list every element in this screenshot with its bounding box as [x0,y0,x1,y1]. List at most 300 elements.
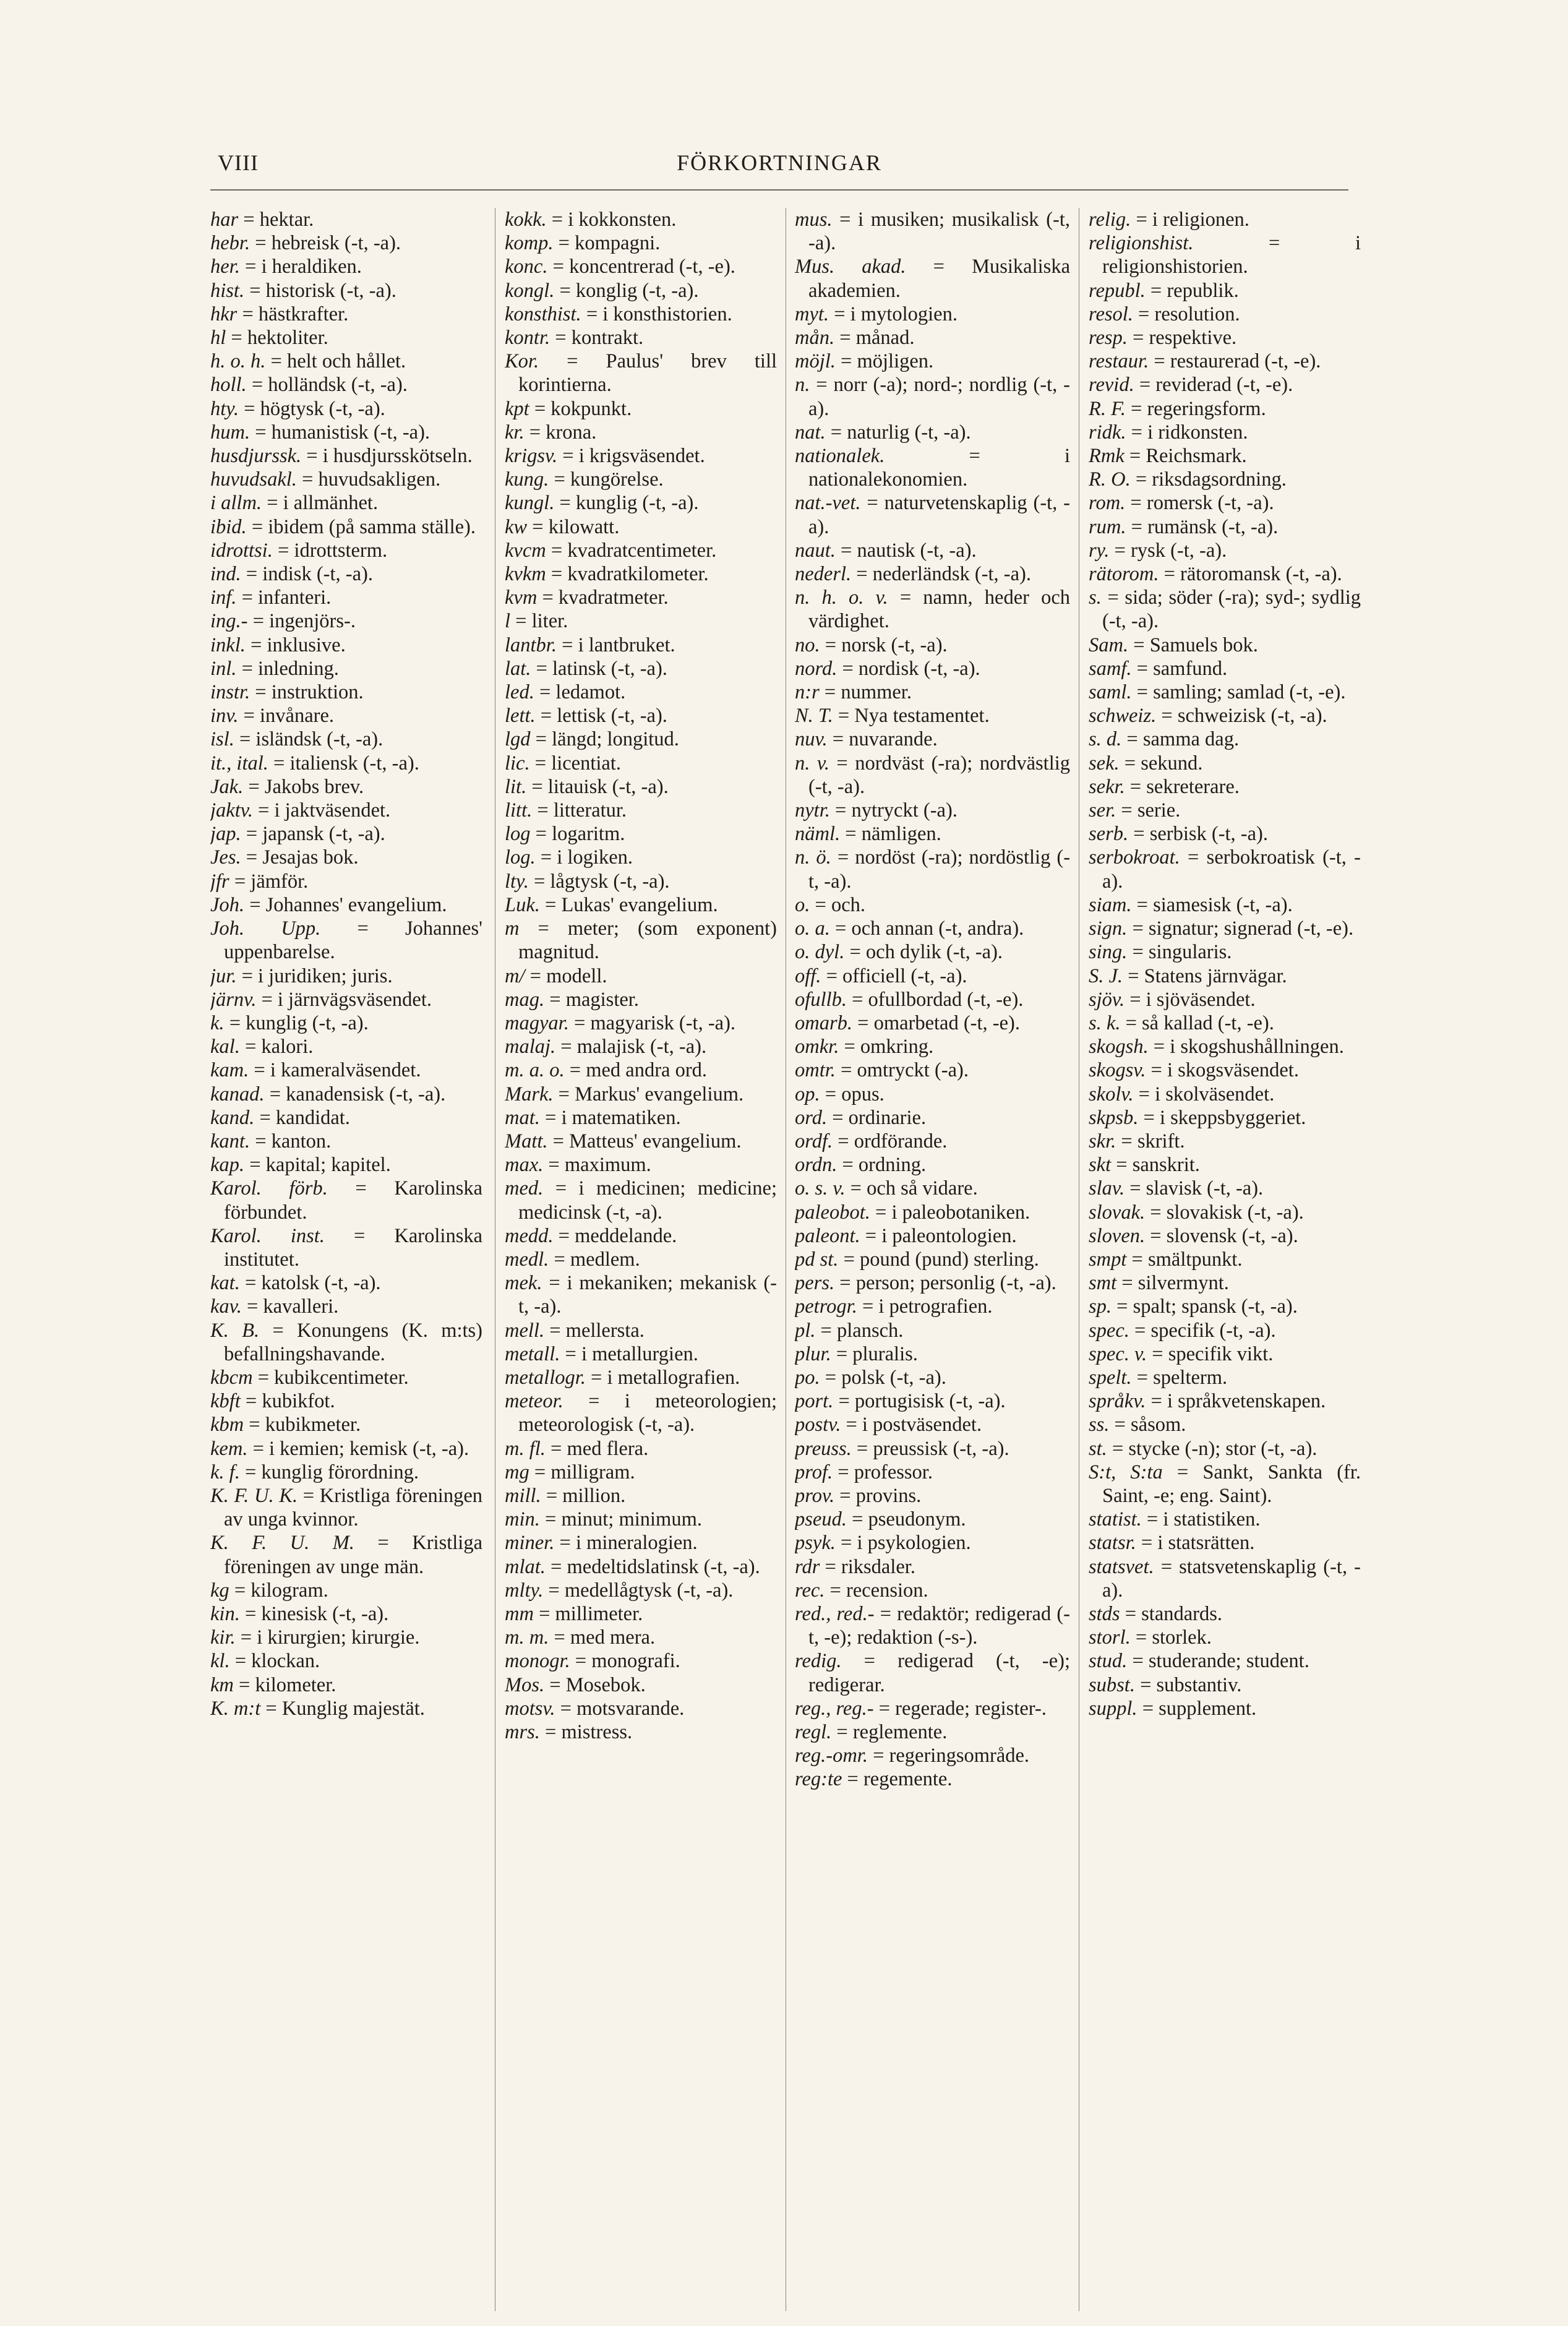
abbreviation-definition: = million. [546,1484,626,1507]
abbreviation-entry [505,1697,777,1720]
abbreviation-term: magyar. [505,1011,569,1034]
abbreviation-term: medd. [505,1224,554,1247]
abbreviation-entry [795,1697,1070,1720]
abbreviation-entry [1089,491,1361,515]
abbreviation-term: s. k. [1089,1011,1121,1034]
abbreviation-entry [505,1035,777,1058]
abbreviation-term: reg., reg.- [795,1697,874,1720]
abbreviation-term: inl. [210,657,237,680]
abbreviation-term: revid. [1089,374,1134,397]
abbreviation-entry [1089,775,1361,799]
abbreviation-term: ordf. [795,1130,833,1152]
abbreviation-entry [210,1295,482,1318]
abbreviation-term: näml. [795,823,841,846]
abbreviation-definition: = medeltidslatinsk (-t, -a). [551,1555,760,1578]
abbreviation-entry [505,1649,777,1673]
abbreviation-term: Luk. [505,893,540,916]
abbreviation-definition: = klockan. [234,1650,320,1673]
abbreviation-definition: = instruktion. [255,681,364,704]
abbreviation-definition: = Karolinska institutet. [224,1224,482,1271]
abbreviation-definition: = kubikmeter. [249,1414,361,1436]
abbreviation-entry [210,988,482,1011]
abbreviation-entry [505,562,777,586]
abbreviation-definition: = serbokroatisk (-t, -a). [1102,846,1361,893]
abbreviation-definition: = i sjöväsendet. [1129,988,1256,1011]
abbreviation-definition: = Lukas' evangelium. [545,893,718,916]
abbreviation-term: smt [1089,1272,1117,1295]
abbreviation-term: mm [505,1602,534,1625]
abbreviation-term: kbcm [210,1366,253,1389]
abbreviation-entry [210,491,482,515]
abbreviation-entry [505,1389,777,1436]
abbreviation-term: kongl. [505,279,555,302]
abbreviation-definition: = reglemente. [836,1721,948,1743]
abbreviation-term: hl [210,327,226,350]
abbreviation-definition: = månad. [839,327,915,350]
abbreviation-definition: = mellersta. [549,1319,645,1342]
abbreviation-definition: = kanton. [255,1130,332,1152]
abbreviation-term: relig. [1089,208,1131,231]
abbreviation-definition: = Matteus' evangelium. [552,1130,742,1152]
abbreviation-definition: = Konungens (K. m:ts) befallningshavande. [224,1319,482,1365]
abbreviation-term: motsv. [505,1697,555,1720]
abbreviation-definition: = ordförande. [838,1130,948,1152]
abbreviation-entry [1089,468,1361,491]
abbreviation-definition: = i religionen. [1136,208,1249,231]
abbreviation-definition: = krona. [529,421,597,444]
abbreviation-term: m. a. o. [505,1059,565,1082]
abbreviation-definition: = inklusive. [250,633,346,656]
abbreviation-entry [1089,1461,1361,1508]
abbreviation-term: po. [795,1366,820,1389]
abbreviation-entry [1089,397,1361,421]
abbreviation-term: reg.-omr. [795,1745,868,1767]
abbreviation-term: komp. [505,232,554,255]
page-number: VIII [218,150,259,175]
abbreviation-entry [210,822,482,846]
abbreviation-definition: = i lantbruket. [562,633,675,656]
abbreviation-definition: = i mineralogien. [559,1532,698,1555]
abbreviation-definition: = substantiv. [1140,1673,1242,1696]
abbreviation-entry [1089,893,1361,917]
abbreviation-entry [210,1177,482,1224]
abbreviation-entry [1089,539,1361,562]
abbreviation-entry [505,752,777,775]
abbreviation-entry [505,421,777,444]
abbreviation-term: it., ital. [210,752,268,775]
abbreviation-definition: = kvadratkilometer. [551,563,709,586]
abbreviation-entry [505,1437,777,1461]
abbreviation-entry [210,208,482,231]
abbreviation-term: hkr [210,303,238,325]
abbreviation-definition: = Reichsmark. [1129,445,1247,468]
abbreviation-term: kl. [210,1650,230,1673]
abbreviation-definition: = mistress. [545,1721,633,1743]
abbreviation-entry [210,350,482,373]
abbreviation-definition: = Sankt, Sankta (fr. Saint, -e; eng. Saint). [1102,1461,1361,1507]
abbreviation-definition: = sida; söder (-ra); syd-; sydlig (-t, -a). [1102,586,1361,633]
abbreviation-term: kg [210,1579,229,1602]
abbreviation-definition: = modell. [529,964,607,987]
abbreviation-term: n. ö. [795,846,831,869]
abbreviation-definition: = recension. [829,1579,928,1602]
abbreviation-term: op. [795,1083,820,1105]
abbreviation-term: mus. [795,208,833,231]
abbreviation-term: monogr. [505,1650,570,1673]
abbreviation-definition: = holländsk (-t, -a). [251,374,408,397]
abbreviation-definition: = i mytologien. [834,303,958,325]
abbreviation-entry [1089,727,1361,751]
abbreviation-term: ridk. [1089,421,1126,444]
page-title: FÖRKORTNINGAR [677,150,882,175]
abbreviation-definition: = i kokkonsten. [551,208,677,231]
abbreviation-definition: = medlem. [554,1248,640,1271]
abbreviation-entry [210,1461,482,1484]
abbreviation-entry [210,1083,482,1106]
abbreviation-definition: = i allmänhet. [267,492,379,515]
abbreviation-term: krigsv. [505,445,558,468]
abbreviation-entry [795,1508,1070,1531]
abbreviation-term: storl. [1089,1626,1131,1649]
abbreviation-entry [1089,1413,1361,1436]
abbreviation-term: jfr [210,870,229,893]
abbreviation-entry [795,1555,1070,1579]
abbreviation-term: inv. [210,705,239,727]
abbreviation-definition: = helt och hållet. [270,350,406,373]
abbreviation-definition: = med andra ord. [569,1059,708,1082]
abbreviation-term: resp. [1089,327,1128,350]
abbreviation-definition: = serbisk (-t, -a). [1133,823,1269,846]
abbreviation-definition: = slovensk (-t, -a). [1150,1224,1298,1247]
abbreviation-definition: = preussisk (-t, -a). [856,1437,1009,1460]
abbreviation-term: kam. [210,1059,249,1082]
abbreviation-entry [210,397,482,421]
abbreviation-definition: = och. [815,893,866,916]
abbreviation-definition: = i kemien; kemisk (-t, -a). [252,1437,469,1460]
abbreviation-definition: = humanistisk (-t, -a). [255,421,431,444]
abbreviation-entry [210,1366,482,1389]
abbreviation-term: m. fl. [505,1437,546,1460]
abbreviation-definition: = schweizisk (-t, -a). [1161,705,1327,727]
abbreviation-entry [505,539,777,562]
abbreviation-definition: = såsom. [1114,1414,1186,1436]
abbreviation-term: n. [795,374,810,397]
abbreviation-entry [210,562,482,586]
abbreviation-entry [795,940,1070,964]
abbreviation-term: ofullb. [795,988,847,1011]
abbreviation-entry [210,1437,482,1461]
abbreviation-definition: = skrift. [1121,1130,1185,1152]
abbreviation-entry [505,1461,777,1484]
abbreviation-definition: = silvermynt. [1121,1272,1229,1295]
abbreviation-definition: = i medicinen; medicine; medicinsk (-t, -a). [518,1177,777,1224]
abbreviation-definition: = ofullbordad (-t, -e). [852,988,1024,1011]
abbreviation-definition: = kapital; kapitel. [249,1154,391,1177]
abbreviation-term: s. [1089,586,1102,609]
abbreviation-term: paleobot. [795,1201,870,1224]
abbreviation-term: kokk. [505,208,547,231]
abbreviation-entry [210,1602,482,1626]
abbreviation-definition: = pseudonym. [852,1508,966,1531]
abbreviation-definition: = omarbetad (-t, -e). [857,1011,1020,1034]
abbreviation-entry [505,397,777,421]
abbreviation-entry [210,1531,482,1578]
abbreviation-entry [505,704,777,727]
abbreviation-definition: = katolsk (-t, -a). [244,1272,381,1295]
abbreviation-term: stud. [1089,1650,1128,1673]
abbreviation-entry [1089,562,1361,586]
abbreviation-term: pl. [795,1319,816,1342]
abbreviation-term: Rmk [1089,445,1125,468]
abbreviation-entry [795,822,1070,846]
abbreviation-definition: = i religionshistorien. [1102,232,1361,278]
abbreviation-definition: = Nya testamentet. [838,705,990,727]
column-2 [505,208,777,2311]
abbreviation-term: nytr. [795,799,830,822]
abbreviation-definition: = i mekaniken; mekanisk (-t, -a). [518,1272,777,1318]
abbreviation-definition: = malajisk (-t, -a). [560,1036,707,1058]
abbreviation-entry [1089,1437,1361,1461]
abbreviation-entry [505,1153,777,1177]
abbreviation-term: nationalek. [795,445,885,468]
abbreviation-definition: = pound (pund) sterling. [843,1248,1039,1271]
abbreviation-entry [505,1083,777,1106]
abbreviation-term: nuv. [795,728,828,751]
abbreviation-entry [505,727,777,751]
abbreviation-term: port. [795,1390,834,1413]
abbreviation-definition: = meddelande. [558,1224,677,1247]
abbreviation-entry [210,373,482,397]
abbreviation-definition: = lettisk (-t, -a). [540,705,667,727]
abbreviation-entry [1089,515,1361,539]
abbreviation-term: kvm [505,586,538,609]
abbreviation-term: myt. [795,303,829,325]
abbreviation-entry [795,657,1070,680]
abbreviation-entry [795,1271,1070,1295]
abbreviation-entry [795,1531,1070,1555]
abbreviation-term: lett. [505,705,536,727]
abbreviation-definition: = millimeter. [539,1602,643,1625]
abbreviation-term: K. m:t [210,1697,261,1720]
abbreviation-entry [795,1011,1070,1035]
abbreviation-entry [505,1130,777,1153]
abbreviation-definition: = republik. [1150,279,1239,302]
abbreviation-term: kontr. [505,327,551,350]
abbreviation-definition: = serie. [1121,799,1181,822]
abbreviation-entry [210,1626,482,1649]
abbreviation-definition: = ibidem (på samma ställe). [251,515,476,538]
abbreviation-entry [795,704,1070,727]
abbreviation-definition: = kubikcentimeter. [257,1366,409,1389]
abbreviation-definition: = i heraldiken. [244,255,362,278]
abbreviation-term: skt [1089,1154,1112,1177]
abbreviation-definition: = i musiken; musikalisk (-t, -a). [808,208,1070,255]
abbreviation-term: spec. v. [1089,1342,1147,1365]
abbreviation-term: o. dyl. [795,941,845,964]
abbreviation-definition: = kunglig (-t, -a). [559,492,699,515]
abbreviation-entry [795,444,1070,491]
abbreviation-entry [505,279,777,303]
abbreviation-definition: = standards. [1125,1602,1223,1625]
abbreviation-entry [1089,1224,1361,1248]
abbreviation-term: skpsb. [1089,1106,1139,1129]
abbreviation-term: spec. [1089,1319,1129,1342]
abbreviation-definition: = supplement. [1142,1697,1257,1720]
abbreviation-definition: = nordisk (-t, -a). [842,657,980,680]
abbreviation-entry [1089,1508,1361,1531]
abbreviation-entry [210,444,482,468]
abbreviation-entry [505,1248,777,1271]
abbreviation-definition: = indisk (-t, -a). [246,563,373,586]
abbreviation-entry [210,609,482,633]
abbreviation-definition: = sekreterare. [1129,775,1240,798]
abbreviation-term: mrs. [505,1721,540,1743]
abbreviation-entry [795,208,1070,255]
abbreviation-term: Mark. [505,1083,554,1105]
abbreviation-entry [210,1106,482,1130]
abbreviation-entry [505,657,777,680]
abbreviation-term: kant. [210,1130,251,1152]
abbreviation-definition: = singularis. [1132,941,1232,964]
abbreviation-definition: = i matematiken. [545,1106,681,1129]
abbreviation-entry [210,893,482,917]
abbreviation-term: lty. [505,870,529,893]
abbreviation-definition: = i nationalekonomien. [808,445,1070,491]
abbreviation-term: statsr. [1089,1532,1136,1555]
abbreviation-term: S:t, S:ta [1089,1461,1163,1483]
abbreviation-term: K. F. U. K. [210,1484,298,1507]
abbreviation-term: preuss. [795,1437,852,1460]
abbreviation-definition: = restaurerad (-t, -e). [1154,350,1321,373]
abbreviation-entry [1089,1083,1361,1106]
abbreviation-term: kir. [210,1626,236,1649]
abbreviation-definition: = italiensk (-t, -a). [273,752,419,775]
abbreviation-entry [210,586,482,609]
abbreviation-definition: = milligram. [534,1461,635,1483]
abbreviation-term: hty. [210,397,239,420]
abbreviation-definition: = studerande; student. [1132,1650,1309,1673]
abbreviation-entry [1089,1035,1361,1058]
abbreviation-term: o. a. [795,917,830,940]
abbreviation-term: mån. [795,327,835,350]
abbreviation-definition: = kinesisk (-t, -a). [244,1602,389,1625]
abbreviation-term: K. F. U. M. [210,1532,354,1555]
abbreviation-term: kav. [210,1295,242,1318]
abbreviation-term: ss. [1089,1414,1110,1436]
abbreviation-entry [795,752,1070,799]
abbreviation-term: medl. [505,1248,549,1271]
abbreviation-definition: = namn, heder och värdighet. [808,586,1070,633]
abbreviation-entry [210,255,482,278]
abbreviation-term: ing.- [210,610,248,633]
abbreviation-definition: = nordväst (-ra); nordvästlig (-t, -a). [808,752,1070,798]
abbreviation-definition: = i paleontologien. [865,1224,1017,1247]
abbreviation-term: rom. [1089,492,1126,515]
page-header [210,150,1348,187]
abbreviation-definition: = norsk (-t, -a). [825,633,948,656]
abbreviation-entry [795,799,1070,822]
abbreviation-entry [1089,421,1361,444]
abbreviation-term: kung. [505,468,549,491]
abbreviation-term: statsvet. [1089,1555,1154,1578]
abbreviation-term: kpt [505,397,529,420]
abbreviation-term: Sam. [1089,633,1129,656]
abbreviation-entry [210,1649,482,1673]
abbreviation-term: mlty. [505,1579,544,1602]
abbreviation-definition: = spalt; spansk (-t, -a). [1116,1295,1298,1318]
abbreviation-definition: = ledamot. [539,681,626,704]
abbreviation-definition: = hebreisk (-t, -a). [255,232,401,255]
abbreviation-definition: = hästkrafter. [242,303,349,325]
abbreviation-definition: = statsvetenskaplig (-t, -a). [1102,1555,1361,1602]
abbreviation-term: sjöv. [1089,988,1125,1011]
abbreviation-definition: = och annan (-t, andra). [835,917,1024,940]
abbreviation-term: hum. [210,421,251,444]
column-4 [1089,208,1361,2311]
abbreviation-definition: = Jesajas bok. [246,846,359,869]
abbreviation-term: instr. [210,681,251,704]
abbreviation-term: jap. [210,823,241,846]
abbreviation-definition: = Statens järnvägar. [1128,964,1287,987]
abbreviation-definition: = motsvarande. [560,1697,685,1720]
abbreviation-entry [795,1248,1070,1271]
abbreviation-term: reg:te [795,1768,842,1791]
abbreviation-definition: = i järnvägsväsendet. [261,988,432,1011]
abbreviation-definition: = ordinarie. [832,1106,927,1129]
abbreviation-term: samf. [1089,657,1132,680]
abbreviation-definition: = magister. [549,988,639,1011]
abbreviation-term: pd st. [795,1248,839,1271]
abbreviation-term: sekr. [1089,775,1125,798]
abbreviation-definition: = i skeppsbyggeriet. [1143,1106,1306,1129]
abbreviation-entry [795,1201,1070,1224]
abbreviation-entry [210,1035,482,1058]
abbreviation-entry [1089,988,1361,1011]
abbreviation-term: nat. [795,421,826,444]
abbreviation-term: resol. [1089,303,1133,325]
abbreviation-term: red., red.- [795,1602,875,1625]
abbreviation-entry [1089,846,1361,893]
abbreviation-term: hebr. [210,232,251,255]
abbreviation-entry [1089,444,1361,468]
abbreviation-term: Jes. [210,846,241,869]
abbreviation-term: skogsv. [1089,1059,1146,1082]
abbreviation-definition: = logaritm. [535,823,625,846]
abbreviation-definition: = regerade; register-. [878,1697,1047,1720]
abbreviation-definition: = Kristliga föreningen av unga kvinnor. [224,1484,482,1531]
abbreviation-term: postv. [795,1414,841,1436]
abbreviation-entry [210,231,482,255]
abbreviation-entry [1089,208,1361,231]
abbreviation-entry [795,1130,1070,1153]
abbreviation-entry [505,917,777,964]
abbreviation-term: metall. [505,1342,560,1365]
abbreviation-entry [795,1224,1070,1248]
abbreviation-term: lit. [505,775,527,798]
abbreviation-definition: = huvudsakligen. [302,468,441,491]
abbreviation-definition: = norr (-a); nord-; nordlig (-t, -a). [808,374,1070,420]
abbreviation-definition: = redaktör; redigerad (-t, -e); redaktion (-s-). [808,1602,1070,1649]
abbreviation-entry [210,1271,482,1295]
abbreviation-term: plur. [795,1342,831,1365]
abbreviation-entry [505,633,777,657]
abbreviation-definition: = resolution. [1138,303,1240,325]
abbreviation-term: kanad. [210,1083,265,1105]
abbreviation-entry [505,893,777,917]
abbreviation-term: n:r [795,681,820,704]
abbreviation-entry [1089,1153,1361,1177]
abbreviation-definition: = nederländsk (-t, -a). [856,563,1032,586]
